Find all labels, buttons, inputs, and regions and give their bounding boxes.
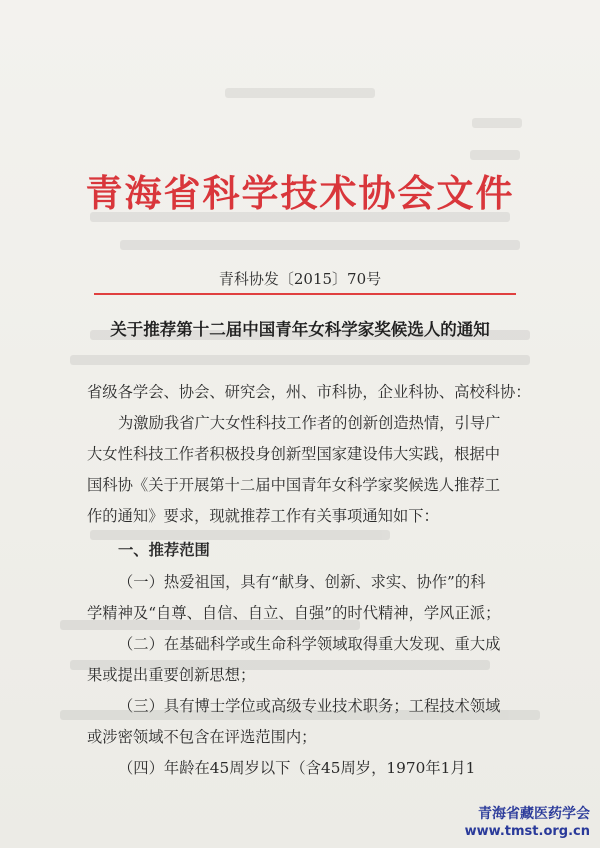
- body-line: （四）年龄在45周岁以下（含45周岁，1970年1月1: [118, 759, 476, 777]
- body-line: 或涉密领域不包含在评选范围内；: [87, 728, 317, 746]
- body-line: 学精神及“自尊、自信、自立、自强”的时代精神，学风正派；: [87, 604, 501, 622]
- issuer-title: 青海省科学技术协会文件: [85, 171, 515, 215]
- document-number: 青科协发〔2015〕70号: [218, 270, 382, 288]
- watermark-url: www.tmst.org.cn: [464, 824, 590, 839]
- body-line: 为激励我省广大女性科技工作者的创新创造热情，引导广: [118, 414, 501, 432]
- body-line: 国科协《关于开展第十二届中国青年女科学家奖候选人推荐工: [87, 476, 501, 494]
- body-line: （一）热爱祖国，具有“献身、创新、求实、协作”的科: [118, 573, 486, 591]
- body-line: （三）具有博士学位或高级专业技术职务；工程技术领域: [118, 697, 501, 715]
- body-line: 作的通知》要求，现就推荐工作有关事项通知如下：: [87, 507, 439, 525]
- notice-title: 关于推荐第十二届中国青年女科学家奖候选人的通知: [110, 320, 490, 339]
- addressee-line: 省级各学会、协会、研究会，州、市科协，企业科协、高校科协：: [87, 383, 531, 401]
- red-divider: [94, 293, 516, 295]
- site-watermark: [465, 806, 590, 840]
- body-line: （二）在基础科学或生命科学领域取得重大发现、重大成: [118, 635, 501, 653]
- body-line: 大女性科技工作者积极投身创新型国家建设伟大实践，根据中: [87, 445, 501, 463]
- section-heading: 一、推荐范围: [118, 541, 210, 559]
- watermark-org-name: 青海省藏医药学会: [478, 806, 590, 822]
- body-line: 果或提出重要创新思想；: [87, 666, 256, 684]
